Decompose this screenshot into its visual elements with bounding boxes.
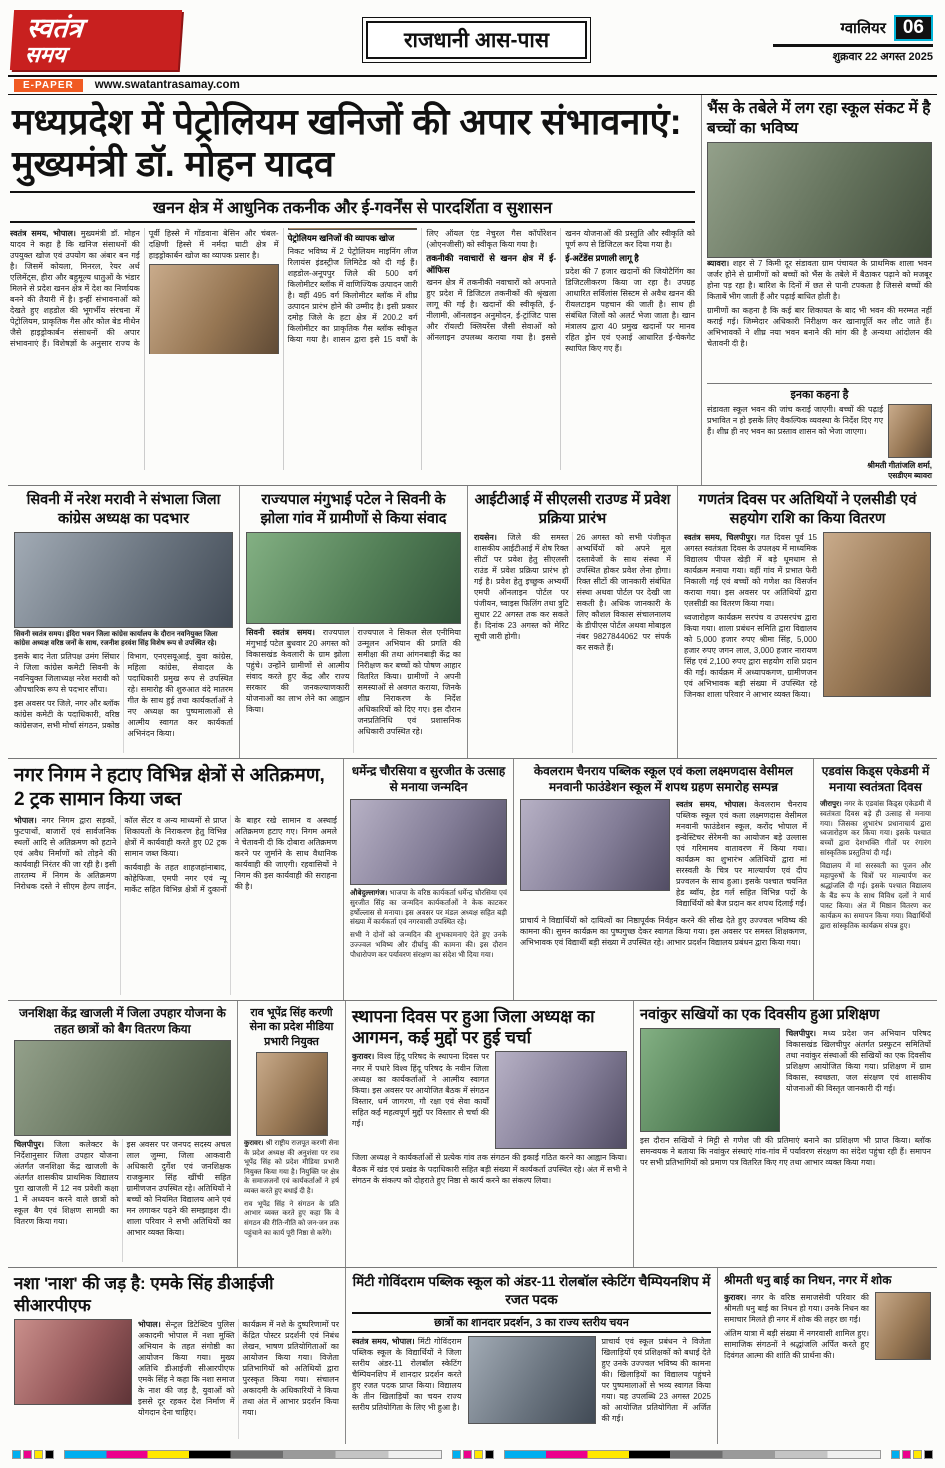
advance-kids-dateline: जीरापुर। xyxy=(820,798,842,808)
navankur-training-photo xyxy=(640,1028,780,1132)
section-title: राजधानी आस-पास xyxy=(366,21,587,59)
school-shed-photo xyxy=(707,142,932,258)
sthapana-headline: स्थापना दिवस पर हुआ जिला अध्यक्ष का आगमन, कई मुद्दों पर हुई चर्चा xyxy=(352,1006,595,1048)
lead-row xyxy=(8,95,937,486)
bags-headline: जनशिक्षा केंद्र खाजली में जिला उपहार योजना के तहत छात्रों को बैग वितरण किया xyxy=(19,1005,226,1036)
birthday-para-1: औबेदुल्लागंज। भाजपा के वरिष्ठ कार्यकर्ता धर्मेन्द्र चौरसिया एवं सुरजीत सिंह का जन्मदिन कार्यकर्ताओं ने केक काटकर हर्षोल्लास से मनाया। इस अवसर पर मंडल अध्यक्ष सहित बड़ी संख्या में कार्यकर्ता एवं नगरवासी उपस्थित रहे। xyxy=(350,887,507,927)
lead-headline: मध्यप्रदेश में पेट्रोलियम खनिजों की अपार संभावनाएं: मुख्यमंत्री डॉ. मोहन यादव xyxy=(12,100,682,185)
governor-visit-photo xyxy=(246,532,461,624)
governor-dateline: सिवनी स्वतंत्र समय। xyxy=(246,627,315,637)
school-shed-article xyxy=(701,95,937,485)
edition-date: शुक्रवार 22 अगस्त 2025 xyxy=(832,51,933,64)
congress-group-photo xyxy=(14,532,233,628)
municipal-headline: नगर निगम ने हटाए विभिन्न क्षेत्रों से अतिक्रमण, 2 ट्रक सामान किया जब्त xyxy=(14,765,325,811)
governor-article xyxy=(240,486,468,758)
advance-kids-article xyxy=(814,759,937,1000)
quote-text: संडावता स्कूल भवन की जांच कराई जाएगी। बच्चों की पढ़ाई प्रभावित न हो इसके लिए वैकल्पिक व्यवस्था के निर्देश दिए गए हैं। शीघ्र ही नए भवन का प्रस्ताव शासन को भेजा जाएगा। xyxy=(707,405,883,437)
nasha-headline: नशा 'नाश' की जड़ है: एमके सिंह डीआईजी सीआरपीएफ xyxy=(14,1274,274,1315)
bags-para-1: चिलपीपुर। जिला कलेक्टर के निर्देशानुसार जिला उपहार योजना अंतर्गत जनशिक्षा केंद्र खाजली के अंतर्गत शासकीय प्राथमिक विद्यालय पुरा खाजली में 12 नव प्रवेशी कक्षा 1 में अध्ययन करने वाले छात्रों को स्कूल बैग एवं शिक्षण सामग्री का वितरण किया गया। xyxy=(14,1140,119,1227)
congress-body xyxy=(14,651,233,754)
quote-designation: एसडीएम ब्यावरा xyxy=(888,471,932,481)
governor-para-1: सिवनी स्वतंत्र समय। राज्यपाल मंगुभाई पटेल बुधवार 20 अगस्त को विकासखंड केवलारी के ग्राम झोला पहुंचे। उन्होंने ग्रामीणों से आत्मीय संवाद करते हुए केंद्र और राज्य सरकार की जनकल्याणकारी योजनाओं का लाभ लेने का आह्वान किया। xyxy=(246,627,350,714)
magenta-mark xyxy=(463,1450,472,1459)
birthday-cake-photo xyxy=(350,799,507,885)
black-mark xyxy=(924,1450,933,1459)
congress-caption: सिवनी स्वतंत्र समय। इंदिरा भवन जिला कांग्रेस कार्यालय के दौरान नवनियुक्त जिला कांग्रेस अध्यक्ष वरिष्ठ जनों के साथ, रजनीश हरवंश सिंह विशेष रूप से उपस्थित रहे। xyxy=(14,630,218,647)
logo-text-bottom: समय xyxy=(24,41,67,67)
karni-dateline: कुरावर। xyxy=(244,1139,264,1147)
oath-headline: केवलराम चैनराय पब्लिक स्कूल एवं कला लक्ष्मणदास वेसीमल मनवानी फाउंडेशन स्कूल में शपथ ग्रहण समारोह सम्पन्न xyxy=(533,764,794,795)
bags-body xyxy=(14,1139,231,1262)
print-registration-marks xyxy=(8,1444,937,1464)
iti-headline: आईटीआई में सीएलसी राउण्ड में प्रवेश प्रक्रिया प्रारंभ xyxy=(474,492,671,527)
distribution-dateline: स्वतंत्र समय, चिलपीपुर। xyxy=(684,532,757,542)
minty-headline: मिंटी गोविंदराम पब्लिक स्कूल को अंडर-11 रोलबॉल स्केटिंग चैम्पियनशिप में रजत पदक xyxy=(352,1274,711,1307)
minty-dateline: स्वतंत्र समय, भोपाल। xyxy=(352,1336,415,1346)
sdm-portrait-photo xyxy=(888,404,932,458)
nasha-para-2: कार्यक्रम में नशे के दुष्परिणामों पर केंद्रित पोस्टर प्रदर्शनी एवं निबंध लेखन, भाषण प्रतियोगिताओं का आयोजन किया गया। विजेता प्रतिभागियों को अतिथियों द्वारा पुरस्कृत किया गया। संचालन अकादमी के अधिकारियों ने किया तथा अंत में आभार प्रदर्शन किया गया। xyxy=(242,1319,339,1418)
congress-headline: सिवनी में नरेश मरावी ने संभाला जिला कांग्रेस अध्यक्ष का पदभार xyxy=(26,492,221,527)
lead-subhead: खनन क्षेत्र में आधुनिक तकनीक और ई-गवर्नेंस से पारदर्शिता व सुशासन xyxy=(10,191,695,223)
congress-para-1: इसके बाद नेता प्रतिपक्ष उमंग सिंघार ने जिला कांग्रेस कमेटी सिवनी के नवनियुक्त जिलाध्यक्ष नरेश मरावी को औपचारिक रूप से पदभार सौंपा। xyxy=(14,651,120,695)
navankur-para-1: चिलपीपुर। मध्य प्रदेश जन अभियान परिषद विकासखंड खिलचीपुर अंतर्गत प्रस्फुटन समितियों तथा नवांकुर संस्थाओं की सखियों का एक दिवसीय प्रशिक्षण आयोजित किया गया। प्रशिक्षण में ग्राम विकास, स्वच्छता, जल संरक्षण एवं शासकीय योजनाओं की विस्तृत जानकारी दी गई। xyxy=(786,1028,931,1093)
band-3 xyxy=(8,759,937,1001)
masthead xyxy=(8,8,937,72)
congress-article xyxy=(8,486,240,758)
sthapana-meeting-photo xyxy=(495,1051,627,1149)
quote-title: इनका कहना है xyxy=(790,389,849,402)
calibration-strip-right xyxy=(504,1450,882,1459)
school-para-2: ग्रामीणों का कहना है कि कई बार शिकायत के बाद भी भवन की मरम्मत नहीं कराई गई। जिम्मेदार अधिकारी निरीक्षण कर खानापूर्ति कर लौट जाते हैं। अभिभावकों ने शीघ्र नया भवन बनाने की मांग की है अन्यथा आंदोलन की चेतावनी दी है। xyxy=(707,306,932,349)
lead-crosshead-3: ई-अटेंडेंस प्रणाली लागू है xyxy=(565,252,639,263)
yellow-mark xyxy=(34,1450,43,1459)
lead-para-1: स्वतंत्र समय, भोपाल। मुख्यमंत्री डॉ. मोहन यादव ने कहा है कि खनिज संसाधनों की उपयुक्त खोज एवं उपयोग का अंबार बन गई है। जिसमें कोयला, मिनरल, रेयर अर्थ एलिमेंट्स, हीरा और बहुमूल्य धातुओं के भंडार मिलने से प्रदेश खनन क्षेत्र में देश का निर्णायक बनने की तैयारी में है। इन्हीं संभावनाओं को देखते हुए शहडोल की भूगर्भीय संरचना में पेट्रोलियम, प्राकृतिक गैस और कोल बेड मीथेन जैसे हाइड्रोकार्बन संसाधनों की अपार संभावनाएं हैं। विशेषज्ञों के अनुसार राज्य के पूर्वी हिस्से में गोंडवाना बेसिन और चंबल-दक्षिणी हिस्से में नर्मदा घाटी क्षेत्र में हाइड्रोकार्बन खोज का व्यापक प्रसार है। xyxy=(10,228,279,349)
black-mark xyxy=(485,1450,494,1459)
minty-body-lead xyxy=(352,1336,462,1440)
color-marks-center xyxy=(452,1450,494,1459)
black-mark xyxy=(45,1450,54,1459)
oath-ceremony-article xyxy=(514,759,814,1000)
governor-headline: राज्यपाल मंगुभाई पटेल ने सिवनी के झोला गांव में ग्रामीणों से किया संवाद xyxy=(260,492,447,527)
oath-body-rest xyxy=(520,915,807,995)
magenta-mark xyxy=(902,1450,911,1459)
edition-rule xyxy=(773,44,933,47)
iti-para-2: 26 अगस्त को सभी पंजीकृत अभ्यर्थियों को अपने मूल दस्तावेजों के साथ संस्था में उपस्थित होकर प्रवेश लेना होगा। रिक्त सीटों की जानकारी संबंधित संस्था अथवा पोर्टल पर देखी जा सकती है। अधिक जानकारी के लिए कौशल विकास संचालनालय के डीपीएस पोर्टल अथवा मोबाइल नंबर 9827844062 पर संपर्क कर सकते हैं। xyxy=(576,532,671,653)
distribution-article xyxy=(678,486,937,758)
nasha-dateline: भोपाल। xyxy=(138,1319,161,1329)
distribution-photo xyxy=(823,532,931,697)
quote-author: श्रीमती गीतांजलि शर्मा, xyxy=(867,461,932,471)
oath-ceremony-photo xyxy=(520,799,670,891)
nasha-body xyxy=(138,1319,339,1439)
minty-team-photo xyxy=(468,1336,596,1424)
nasha-seminar-photo xyxy=(14,1319,132,1405)
epaper-bar xyxy=(8,75,937,95)
school-headline: भैंस के तबेले में लग रहा स्कूल संकट में है बच्चों का भविष्य xyxy=(707,99,931,137)
advance-kids-body xyxy=(820,799,931,995)
sthapana-para-1: कुरावर। विश्व हिंदू परिषद के स्थापना दिवस पर नगर में पधारे विश्व हिंदू परिषद के नवीन जिला अध्यक्ष का कार्यकर्ताओं ने आत्मीय स्वागत किया। इस अवसर पर आयोजित बैठक में संगठन विस्तार, धर्म जागरण, गौ रक्षा एवं सेवा कार्यों सहित कई महत्वपूर्ण मुद्दों पर विस्तार से चर्चा की गई। xyxy=(352,1052,489,1128)
navankur-article xyxy=(634,1001,937,1267)
calibration-strip-left xyxy=(64,1450,442,1459)
edition-block xyxy=(773,15,933,64)
color-marks-left xyxy=(12,1450,54,1459)
obit-body xyxy=(724,1292,869,1439)
municipal-dateline: भोपाल। xyxy=(14,815,37,825)
minty-subhead: छात्रों का शानदार प्रदर्शन, 3 का राज्य स्तरीय चयन xyxy=(352,1312,711,1333)
oath-dateline: स्वतंत्र समय, भोपाल। xyxy=(676,799,747,809)
navankur-para-2: इस दौरान सखियों ने मिट्टी से गणेश जी की प्रतिमाएं बनाने का प्रशिक्षण भी प्राप्त किया। ब्लॉक समन्वयक ने बताया कि नवांकुर संस्थाएं गांव-गांव में पर्यावरण संरक्षण का संदेश पहुंचा रही हैं। समापन पर सभी प्रतिभागियों को प्रमाण पत्र वितरित किए गए तथा आभार व्यक्त किया गया। xyxy=(640,1135,931,1167)
cyan-mark xyxy=(12,1450,21,1459)
karni-portrait-photo xyxy=(256,1052,328,1136)
school-dateline: ब्यावरा। xyxy=(707,259,730,269)
sthapana-dateline: कुरावर। xyxy=(352,1052,375,1062)
band-2 xyxy=(8,486,937,759)
birthday-body xyxy=(350,888,507,995)
edition-city: ग्वालियर xyxy=(840,20,886,38)
birthday-headline: धर्मेन्द्र चौरसिया व सुरजीत के उत्साह से मनाया जन्मदिन xyxy=(351,764,506,795)
obituary-article xyxy=(718,1268,937,1444)
oath-para-2: प्राचार्य ने विद्यार्थियों को दायित्वों का निष्ठापूर्वक निर्वहन करने की सीख देते हुए उज्ज्वल भविष्य की कामना की। सुमन कार्यक्रम का पुष्पगुच्छ देकर स्वागत किया गया। इस अवसर पर समस्त शिक्षकगण, अभिभावक एवं विद्यार्थी बड़ी संख्या में उपस्थित रहे। आभार प्रदर्शन विद्यालय प्रबंधन द्वारा किया गया। xyxy=(520,915,807,948)
sthapana-body-lead xyxy=(352,1051,489,1149)
obit-para-2: अंतिम यात्रा में बड़ी संख्या में नगरवासी शामिल हुए। सामाजिक संगठनों ने श्रद्धांजलि अर्पित करते हुए दिवंगत आत्मा की शांति की प्रार्थना की। xyxy=(724,1329,869,1361)
school-para-1: ब्यावरा। शहर से 7 किमी दूर संडावता ग्राम पंचायत के प्राथमिक शाला भवन जर्जर होने से ग्रामीणों को बच्चों को भैंस के तबेले में बैठाकर पढ़ाने को मजबूर होना पड़ रहा है। बारिश के दिनों में छत से पानी टपकता है जिससे बच्चों की किताबें भीग जाती हैं और पढ़ाई बाधित होती है। xyxy=(707,259,932,302)
lead-para-4: प्रदेश की 7 हजार खदानों की जियोटैगिंग का डिजिटलीकरण किया जा रहा है। उपग्रह आधारित सर्विलांस सिस्टम से अवैध खनन की रीयलटाइम पहचान की जाती है। साथ ही संबंधित जिलों को अलर्ट भेजा जाता है। खान मंत्रालय द्वारा 40 प्रमुख खदानों पर मानव रहित ड्रोन एवं एआई आधारित ई-चेकगेट स्थापित किए गए हैं। xyxy=(565,266,695,353)
lead-para-3: खनन क्षेत्र में तकनीकी नवाचारों को अपनाते हुए प्रदेश में डिजिटल तकनीकों की श्रृंखला लागू की गई है। खदानों की स्वीकृति, ई-नीलामी, ऑनलाइन अनुमोदन, ई-ट्रांजिट पास और रॉयल्टी क्लियरेंस जैसी सेवाओं को ऑनलाइन उपलब्ध कराया गया है। इससे खनन योजनाओं की प्रस्तुति और स्वीकृति को पूर्ण रूप से डिजिटल कर दिया गया है। xyxy=(426,228,695,343)
navankur-body-rest xyxy=(640,1135,931,1263)
page-number: 06 xyxy=(894,15,933,41)
lead-crosshead-2: तकनीकी नवाचारों से खनन क्षेत्र में ई-ऑफिस xyxy=(426,252,557,275)
distribution-para-1: स्वतंत्र समय, चिलपीपुर। गत दिवस पूर्व 15 अगस्त स्वतंत्रता दिवस के उपलक्ष्य में माध्यमिक विद्यालय पीपल खेड़ी में बड़े धूमधाम से कार्यक्रम मनाया गया। वहीं गांव में प्रभात फेरी निकाली गई एवं बच्चों को गणेश का विसर्जन कराया गया। इस अवसर पर अतिथियों द्वारा एलसीडी का वितरण किया गया। xyxy=(684,532,817,608)
cyan-mark xyxy=(452,1450,461,1459)
bags-para-2: इस अवसर पर जनपद सदस्य अचल लाल जुम्मा, जिला आकवारी अधिकारी दुर्गेश एवं जनशिक्षक राजकुमार सिंह खींची सहित ग्रामीणजन उपस्थित रहे। अतिथियों ने बच्चों को नियमित विद्यालय आने एवं मन लगाकर पढ़ने की समझाइश दी। शाला परिवार ने सभी अतिथियों का आभार व्यक्त किया। xyxy=(126,1140,231,1238)
karni-body xyxy=(244,1139,339,1263)
obit-portrait-photo xyxy=(875,1292,931,1360)
navankur-dateline: चिलपीपुर। xyxy=(786,1028,817,1038)
birthday-article xyxy=(344,759,514,1000)
municipal-para-1: भोपाल। नगर निगम द्वारा सड़कों, फुटपाथों, बाजारों एवं सार्वजनिक स्थलों आदि से अतिक्रमण को हटाने एवं अवैध निर्माणों को तोड़ने की कार्यवाही निरंतर की जा रही है। इसी तारतम्य में निगम के अतिक्रमण निरोधक दस्ते ने सीएम हेल्प लाईन, कॉल सेंटर व अन्य माध्यमों से प्राप्त शिकायतों के निराकरण हेतु विभिन्न क्षेत्रों में कार्यवाही करते हुए 02 ट्रक सामान जब्त किया। xyxy=(14,815,227,892)
sthapana-body-rest xyxy=(352,1152,627,1262)
sthapana-para-2: जिला अध्यक्ष ने कार्यकर्ताओं से प्रत्येक गांव तक संगठन की इकाई गठित करने का आह्वान किया। बैठक में खंड एवं प्रखंड के पदाधिकारी सहित बड़ी संख्या में कार्यकर्ता उपस्थित रहे। अंत में सभी ने संगठन के संकल्प को दोहराते हुए निष्ठा से कार्य करने का संकल्प लिया। xyxy=(352,1153,627,1185)
lead-crosshead-1: पेट्रोलियम खनिजों की व्यापक खोज xyxy=(287,232,395,243)
municipal-body xyxy=(14,815,337,995)
magenta-mark xyxy=(23,1450,32,1459)
karni-sena-article xyxy=(238,1001,346,1267)
obit-para-1: कुरावर। नगर के वरिष्ठ समाजसेवी परिवार की श्रीमती धनु बाई का निधन हो गया। उनके निधन का समाचार मिलते ही नगर में शोक की लहर छा गई। xyxy=(724,1293,869,1325)
oath-para-1: स्वतंत्र समय, भोपाल। केवलराम चैनराय पब्लिक स्कूल एवं कला लक्ष्मणदास वेसीमल मनवानी फाउंडेशन स्कूल, करोंद भोपाल में इन्वेस्टिचर सेरेमनी का आयोजन बड़े उल्लास एवं गरिमामय वातावरण में किया गया। कार्यक्रम का शुभारंभ अतिथियों द्वारा मां सरस्वती के चित्र पर माल्यार्पण एवं दीप प्रज्वलन के साथ हुआ। इसके पश्चात चयनित हेड ब्वॉय, हेड गर्ल सहित विभिन्न पदों के विद्यार्थियों को बैज प्रदान कर शपथ दिलाई गई। xyxy=(676,799,807,908)
website-link[interactable]: www.swatantrasamay.com xyxy=(94,79,240,92)
logo-text-top: स्वतंत्र xyxy=(25,13,84,44)
birthday-para-2: सभी ने दोनों को जन्मदिन की शुभकामनाएं देते हुए उनके उज्ज्वल भविष्य और दीर्घायु की कामना की। इस दौरान पौधारोपण कर पर्यावरण संरक्षण का संदेश भी दिया गया। xyxy=(350,930,507,960)
distribution-headline: गणतंत्र दिवस पर अतिथियों ने एलसीडी एवं सहयोग राशि का किया वितरण xyxy=(698,492,917,527)
color-marks-right xyxy=(891,1450,933,1459)
nasha-article xyxy=(8,1268,346,1444)
karni-headline: राव भूपेंद्र सिंह करणी सेना का प्रदेश मीडिया प्रभारी नियुक्त xyxy=(249,1006,334,1048)
lead-body xyxy=(10,228,695,470)
karni-para-1: कुरावर। श्री राष्ट्रीय राजपूत करणी सेना के प्रदेश अध्यक्ष की अनुशंसा पर राव भूपेंद्र सिंह को प्रदेश मीडिया प्रभारी नियुक्त किया गया है। नियुक्ति पर क्षेत्र के समाजजनों एवं कार्यकर्ताओं ने हर्ष व्यक्त करते हुए बधाई दी है। xyxy=(244,1139,339,1196)
lead-article xyxy=(8,95,701,485)
yellow-mark xyxy=(913,1450,922,1459)
bags-dateline: चिलपीपुर। xyxy=(14,1140,45,1150)
school-body xyxy=(707,258,932,379)
distribution-para-2: ध्वजारोहण कार्यक्रम सरपंच व उपसरपंच द्वारा किया गया। शाला प्रबंधन समिति द्वारा विद्यालय को 5,000 हजार रुपए श्रीमा सिंह, 5,000 हजार रुपए जगन लाल, 3,000 हजार नारायण सिंह एवं 2,100 रुपए द्वारा सहयोग राशि प्रदान की गई। कार्यक्रम में अध्यापकगण, ग्रामीणजन एवं अभिभावक बड़ी संख्या में उपस्थित रहे जिनका शाला परिवार ने आभार व्यक्त किया। xyxy=(684,612,817,700)
navankur-headline: नवांकुर सखियों का एक दिवसीय हुआ प्रशिक्षण xyxy=(640,1006,880,1023)
quote-box xyxy=(707,383,932,481)
nasha-para-1: भोपाल। सेन्ट्रल डिटेक्टिव पुलिस अकादमी भोपाल में नशा मुक्ति अभियान के तहत संगोष्ठी का आयोजन किया गया। मुख्य अतिथि डीआईजी सीआरपीएफ एमके सिंह ने कहा कि नशा समाज के नाश की जड़ है, युवाओं को इससे दूर रहकर देश निर्माण में योगदान देना चाहिए। xyxy=(138,1319,235,1418)
band-4 xyxy=(8,1001,937,1268)
minty-para-2: प्राचार्य एवं स्कूल प्रबंधन ने विजेता खिलाड़ियों एवं प्रशिक्षकों को बधाई देते हुए उनके उज्ज्वल भविष्य की कामना की। खिलाड़ियों का विद्यालय पहुंचने पर पुष्पमालाओं से भव्य स्वागत किया गया। यह उपलब्धि 23 अगस्त 2025 को आयोजित प्रतियोगिता में अर्जित की गई। xyxy=(601,1336,711,1423)
iti-article xyxy=(468,486,678,758)
governor-para-2: राज्यपाल ने सिकल सेल एनीमिया उन्मूलन अभियान की प्रगति की समीक्षा की तथा आंगनबाड़ी केंद्र का निरीक्षण कर बच्चों को पोषण आहार वितरित किया। ग्रामीणों ने अपनी समस्याओं से अवगत कराया, जिनके शीघ्र निराकरण के निर्देश अधिकारियों को दिए गए। इस दौरान जनप्रतिनिधि एवं प्रशासनिक अधिकारी उपस्थित रहे। xyxy=(357,627,461,737)
lead-dateline: स्वतंत्र समय, भोपाल। xyxy=(10,228,76,238)
iti-dateline: रायसेन। xyxy=(474,532,497,542)
municipal-para-2: कार्यवाही के तहत शाहजहांनाबाद, कोहेफिजा, एमपी नगर एवं न्यू मार्केट सहित विभिन्न क्षेत्रों में दुकानों के बाहर रखे सामान व अस्थाई अतिक्रमण हटाए गए। निगम अमले ने चेतावनी दी कि दोबारा अतिक्रमण करने पर जुर्माने के साथ वैधानिक कार्यवाही की जाएगी। रहवासियों ने निगम की इस कार्यवाही की सराहना की है। xyxy=(124,815,337,895)
obit-dateline: कुरावर। xyxy=(724,1293,747,1302)
navankur-body-lead xyxy=(786,1028,931,1132)
bag-distribution-article xyxy=(8,1001,238,1267)
advance-kids-para-1: जीरापुर। नगर के एडवांस किड्स एकेडमी में स्वतंत्रता दिवस बड़े ही उत्साह से मनाया गया। जिसका शुभारंभ प्रधानाचार्य द्वारा ध्वजारोहण कर किया गया। इसके पश्चात बच्चों द्वारा देशभक्ति गीतों पर रंगारंग सांस्कृतिक प्रस्तुतियां दी गईं। xyxy=(820,798,931,858)
oath-body-lead xyxy=(676,799,807,912)
karni-para-2: राव भूपेंद्र सिंह ने संगठन के प्रति आभार व्यक्त करते हुए कहा कि वे संगठन की रीति-नीति को जन-जन तक पहुंचाने का कार्य पूरी निष्ठा से करेंगे। xyxy=(244,1200,339,1237)
minty-para-1: स्वतंत्र समय, भोपाल। मिंटी गोविंदराम पब्लिक स्कूल के विद्यार्थियों ने जिला स्तरीय अंडर-11 रोलबॉल स्केटिंग चैम्पियनशिप में शानदार प्रदर्शन करते हुए रजत पदक प्राप्त किया। विद्यालय के तीन खिलाड़ियों का चयन राज्य स्तरीय प्रतियोगिता के लिए भी हुआ है। xyxy=(352,1336,462,1412)
municipal-article xyxy=(8,759,344,1000)
birthday-dateline: औबेदुल्लागंज। xyxy=(350,887,388,897)
bag-distribution-photo xyxy=(14,1040,231,1136)
cyan-mark xyxy=(891,1450,900,1459)
congress-para-2: इस अवसर पर जिले, नगर और ब्लॉक कांग्रेस कमेटी के पदाधिकारी, वरिष्ठ कांग्रेसजन, सभी मोर्चा संगठन, प्रकोष्ठ विभाग, एनएसयूआई, युवा कांग्रेस, महिला कांग्रेस, सेवादल के पदाधिकारी प्रमुख रूप से उपस्थित रहे। समारोह की शुरुआत वंदे मातरम गीत के साथ हुई तथा कार्यकर्ताओं ने नए अध्यक्ष का पुष्पमालाओं से आत्मीय स्वागत कर कार्यकर्ता अभिनंदन किया। xyxy=(14,651,233,739)
obit-headline: श्रीमती धनु बाई का निधन, नगर में शोक xyxy=(724,1273,892,1288)
advance-kids-headline: एडवांस किड्स एकेडमी में मनाया स्वतंत्रता दिवस xyxy=(821,764,930,795)
lead-para-2: निकट भविष्य में 2 पेट्रोलियम माइनिंग लीज रिलायंस इंडस्ट्रीज लिमिटेड को दी गई हैं। शहडोल-अनूपपुर जिले की 500 वर्ग किलोमीटर ब्लॉक में वाणिज्यिक उत्पादन जारी है। वहीं 495 वर्ग किलोमीटर ब्लॉक में शीघ्र उत्पादन प्रारंभ होने की उम्मीद है। इसी प्रकार दमोह जिले के हटा क्षेत्र में 200.2 वर्ग किलोमीटर का प्राकृतिक गैस ब्लॉक स्वीकृत किया गया है। शासन द्वारा इसे 15 वर्षों के लिए ऑयल एंड नेचुरल गैस कॉर्पोरेशन (ओएनजीसी) को स्वीकृत किया गया है। xyxy=(287,228,557,344)
band-5 xyxy=(8,1268,937,1444)
iti-body xyxy=(474,532,671,754)
governor-body xyxy=(246,627,461,754)
minty-body-rest xyxy=(602,1336,712,1440)
minty-school-article xyxy=(346,1268,718,1444)
distribution-body xyxy=(684,532,817,754)
sthapana-diwas-article xyxy=(346,1001,634,1267)
yellow-mark xyxy=(474,1450,483,1459)
advance-kids-para-2: विद्यालय में मां सरस्वती का पूजन और महापुरुषों के चित्रों पर माल्यार्पण कर श्रद्धांजलि दी गई। इसके पश्चात विद्यालय के बैंड रूप के साथ विविध दलों ने मार्च पास्ट किया। अंत में मिष्ठान वितरण कर कार्यक्रम का समापन किया गया। विद्यार्थियों द्वारा सांस्कृतिक कार्यक्रम संपन्न हुए। xyxy=(820,861,931,930)
epaper-badge: E-PAPER xyxy=(14,79,83,92)
newspaper-logo xyxy=(10,10,182,70)
iti-para-1: रायसेन। जिले की समस्त शासकीय आईटीआई में शेष रिक्त सीटों पर प्रवेश हेतु सीएलसी राउंड में प्रवेश प्रक्रिया प्रारंभ हो गई है। प्रवेश हेतु इच्छुक अभ्यर्थी एमपी ऑनलाइन पोर्टल पर पंजीयन, च्वाइस फिलिंग तथा त्रुटि सुधार 22 अगस्त तक कर सकते हैं। दिनांक 23 अगस्त को मेरिट सूची जारी होगी। xyxy=(474,532,569,642)
